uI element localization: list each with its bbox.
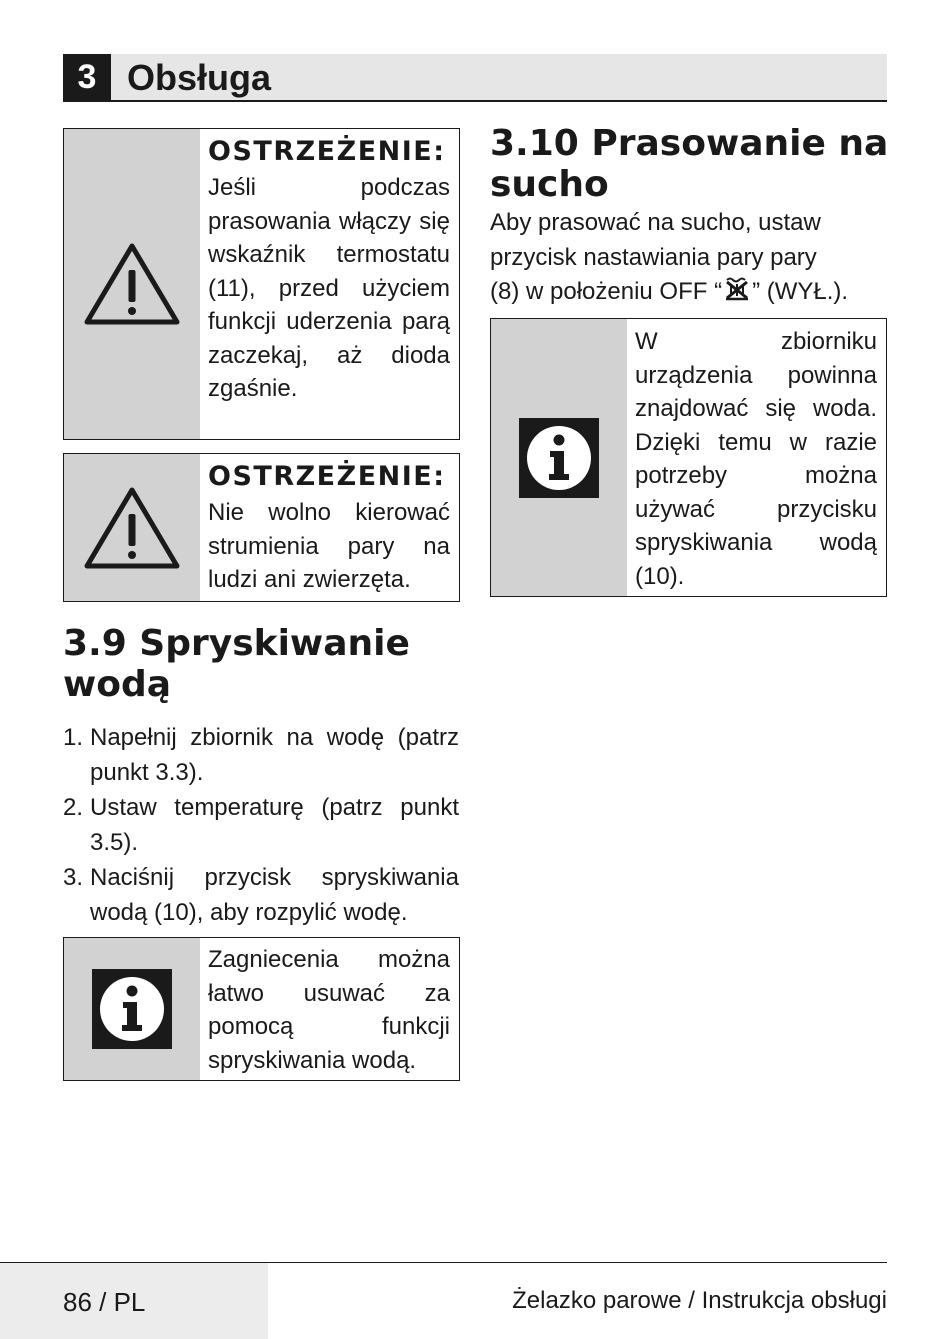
paragraph-text: (8) w położeniu OFF “ (490, 278, 723, 305)
chapter-number: 3 (63, 54, 111, 100)
dry-ironing-paragraph (490, 206, 890, 310)
steps-list (63, 720, 459, 930)
info-icon-panel (491, 319, 627, 596)
heading-line: wodą (63, 664, 172, 705)
warning-triangle-icon (83, 241, 181, 327)
warning-text: Jeśli podczas prasowania włączy się wskaźnik termostatu (11), przed użyciem funkcji uderzenia parą zaczekaj, aż dioda zgaśnie. (208, 174, 450, 402)
warning-title: OSTRZEŻENIE: (208, 136, 446, 167)
step-text: Napełnij zbiornik na wodę (patrz punkt 3.3). (90, 724, 459, 786)
warning-title: OSTRZEŻENIE: (208, 461, 446, 492)
info-text: Zagniecenia można łatwo usuwać za pomocą funkcji spryskiwania wodą. (208, 946, 450, 1074)
info-icon-panel (64, 938, 200, 1080)
list-item (63, 720, 459, 790)
paragraph-line: Aby prasować na sucho, ustaw (490, 209, 821, 236)
page-number: 86 / PL (63, 1287, 146, 1317)
document-title: Żelazko parowe / Instrukcja obsługi (512, 1287, 887, 1314)
paragraph-line: przycisk nastawiania pary pary (490, 243, 817, 271)
step-number: 2. (63, 794, 84, 821)
paragraph-text: ” (WYŁ.). (752, 278, 849, 305)
section-heading-3-9 (63, 623, 463, 705)
heading-line: 3.9 Spryskiwanie (63, 623, 410, 664)
step-number: 3. (63, 864, 84, 891)
warning-icon-panel (64, 129, 200, 439)
list-item (63, 790, 459, 860)
warning-text: Nie wolno kierować strumienia pary na ludzi ani zwierzęta. (208, 499, 450, 593)
info-text: W zbiorniku urządzenia powinna znajdować się woda. Dzięki temu w razie potrzeby można używać przycisku spryskiwania wodą (10). (635, 328, 877, 590)
footer-page-panel (0, 1263, 268, 1339)
info-icon (92, 969, 172, 1049)
warning-icon-panel (64, 454, 200, 601)
chapter-title: Obsługa (127, 57, 272, 98)
warning-box-steam-direction (63, 453, 460, 602)
step-text: Naciśnij przycisk spryskiwania wodą (10), aby rozpylić wodę. (90, 864, 459, 926)
warning-content (208, 133, 450, 406)
step-text: Ustaw temperaturę (patrz punkt 3.5). (90, 794, 459, 856)
warning-box-thermostat (63, 128, 460, 440)
warning-triangle-icon (83, 485, 181, 571)
info-box-creases (63, 937, 460, 1081)
warning-content (208, 458, 450, 597)
info-box-water-tank (490, 318, 887, 597)
list-item (63, 860, 459, 930)
paragraph-line (490, 275, 890, 310)
chapter-header (63, 54, 887, 102)
info-icon (519, 418, 599, 498)
step-number: 1. (63, 724, 84, 751)
section-heading-3-10 (490, 123, 890, 205)
steam-off-icon (722, 276, 752, 302)
heading-line: sucho (490, 164, 609, 205)
heading-line: 3.10 Prasowanie na (490, 123, 889, 164)
